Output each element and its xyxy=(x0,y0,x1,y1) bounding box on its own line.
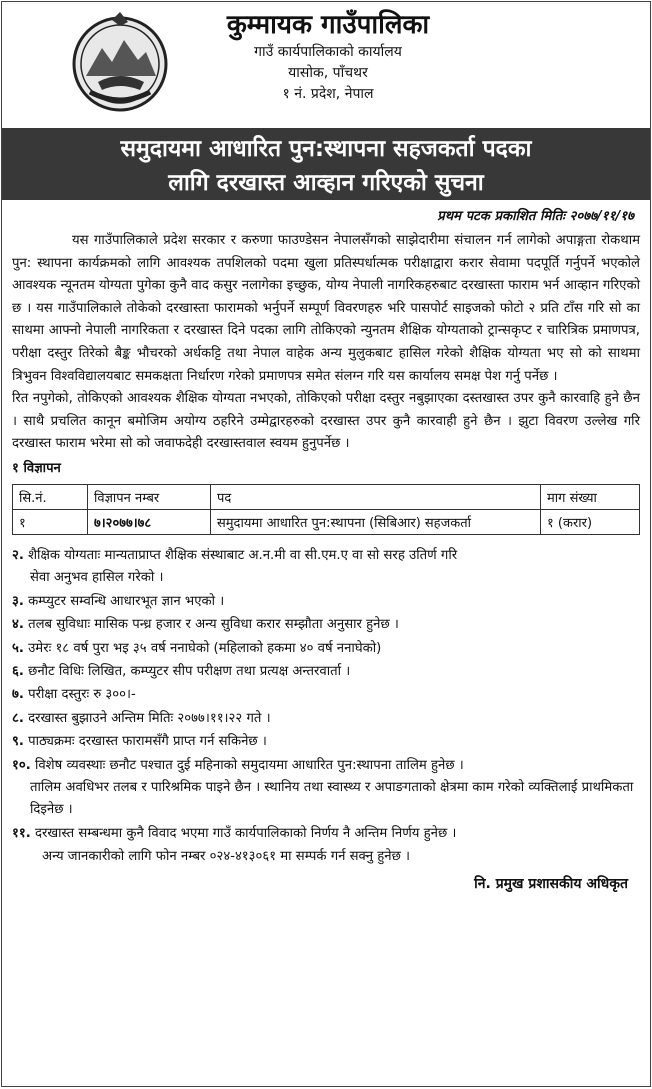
office-location: यासोक, पाँचथर xyxy=(288,65,368,81)
cell-demand: १ (करार) xyxy=(541,509,640,534)
notice-paragraph-1: यस गाउँपालिकाले प्रदेश सरकार र करुणा फाउण्डेसन नेपालसँगको साझेदारीमा संचालन गर्न लागेको अपाङ्गता रोकथाम पुन: स्थापना कार्यक्रमको लागि आवश्यक तपशिलको पदमा खुला प्रतिस्पर्धात्मक परीक्षाद्वारा करार सेवामा पदपूर्ति गर्नुपर्ने भएकोले आवश्यक न्यूनतम योग्यता पुगेका कुनै वाद कसुर नलागेका इच्छुक, योग्य नेपाली नागरिकहरुबाट दरखास्ता फाराम भर्न आव्हान गरिएको छ । यस गाउँपालिकाले तोकेको दरखास्ता फारामको भर्नुपर्ने सम्पूर्ण विवरणहरु भरि पासपोर्ट साइजको फोटो २ प्रति टाँस गरि सो का साथमा आफ्नो नेपाली नागरिकता र दरखास्त दिने पदका लागि तोकिएको न्युनतम शैक्षिक योग्यताको ट्रान्सकृप्ट र चारित्रिक प्रमाणपत्र, परीक्षा दस्तुर तिरेको बैङ्क भौचरको अर्धकट्टि तथा नेपाल वाहेक अन्य मुलुकबाट हासिल गरेको शैक्षिक योग्यता भए सो को साथमा त्रिभुवन विश्वविद्यालयबाट समकक्षता निर्धारण गरेको प्रमाणपत्र समेत संलग्न गरि यस कार्यालय समक्ष पेश गर्नु पर्नेछ । xyxy=(12,233,640,384)
item-number: ८. xyxy=(12,710,24,726)
item-text: परीक्षा दस्तुरः रु ३००।- xyxy=(28,687,136,703)
list-item xyxy=(12,661,640,683)
item-number: ४. xyxy=(12,617,24,633)
item-number: २. xyxy=(12,547,24,563)
item-text: पाठ्यक्रमः दरखास्त फारामसँगै प्राप्त गर्न सकिनेछ । xyxy=(28,734,267,750)
notice-title-line-2: लागि दरखास्त आव्हान गरिएको सुचना xyxy=(168,170,484,196)
item-text: कम्प्युटर सम्वन्धि आधारभूत ज्ञान भएको । xyxy=(28,593,225,609)
col-header-post: पद xyxy=(211,484,541,509)
signatory: नि. प्रमुख प्रशासकीय अधिकृत xyxy=(474,876,628,893)
vacancy-count: १ विज्ञापन xyxy=(12,460,61,476)
item-number: ६. xyxy=(12,663,24,679)
item-text: शैक्षिक योग्यताः मान्यताप्राप्त शैक्षिक संस्थाबाट अ.न.मी वा सी.एम.ए वा सो सरह उतिर्ण गरि xyxy=(28,547,458,563)
item-continuation: सेवा अनुभव हासिल गरेको । xyxy=(30,570,164,586)
item-number: ९. xyxy=(12,734,24,750)
notice-page xyxy=(1,1,651,1087)
item-text: उमेरः १८ वर्ष पुरा भइ ३५ वर्ष ननाघेको (महिलाको हकमा ४० वर्ष ननाघेको) xyxy=(28,640,382,656)
col-header-ad-number: विज्ञापन नम्बर xyxy=(88,484,211,509)
item-text: दरखास्त सम्बन्धमा कुनै विवाद भएमा गाउँ कार्यपालिकाको निर्णय नै अन्तिम निर्णय हुनेछ । xyxy=(34,825,457,841)
cell-serial: १ xyxy=(13,509,88,534)
vacancy-table xyxy=(12,484,640,535)
list-item xyxy=(12,731,640,753)
nepal-emblem-icon xyxy=(68,10,172,114)
table-row xyxy=(13,509,640,534)
list-item xyxy=(12,755,640,822)
list-item xyxy=(12,545,640,590)
cell-ad-number: ७।२०७७।७८ xyxy=(88,509,211,534)
office-name: गाउँ कार्यपालिकाको कार्यालय xyxy=(254,44,402,60)
letterhead-text xyxy=(198,8,458,105)
item-continuation: तालिम अवधिभर तलब र पारिश्रमिक पाइने छैन । स्थानिय तथा स्वास्थ्य र अपाङगताको क्षेत्रमा काम गरेको व्यक्तिलाई प्राथमिकता दिइनेछ । xyxy=(30,780,634,818)
notice-title-line-1: समुदायमा आधारित पुन:स्थापना सहजकर्ता पदका xyxy=(120,136,532,162)
list-item xyxy=(12,823,640,845)
item-text: विशेष व्यवस्थाः छनौट पश्चात दुई महिनाको समुदायमा आधारित पुन:स्थापना तालिम हुनेछ । xyxy=(34,757,464,773)
item-number: ७. xyxy=(12,687,24,703)
list-item xyxy=(12,638,640,660)
item-number: ३. xyxy=(12,593,24,609)
org-name: कुम्मायक गाउँपालिका xyxy=(226,10,430,40)
letterhead xyxy=(2,2,650,128)
published-date: प्रथम पटक प्रकाशित मितिः २०७७/११/१७ xyxy=(437,209,634,224)
col-header-demand: माग संख्या xyxy=(541,484,640,509)
col-header-serial: सि.नं. xyxy=(13,484,88,509)
item-number: ११. xyxy=(12,825,31,841)
contact-info: अन्य जानकारीको लागि फोन नम्बर ०२४-४१३०६१ मा सम्पर्क गर्न सक्नु हुनेछ । xyxy=(42,849,411,865)
office-province: १ नं. प्रदेश, नेपाल xyxy=(282,86,374,102)
list-item xyxy=(12,708,640,730)
list-item xyxy=(12,591,640,613)
notice-body xyxy=(2,200,650,896)
cell-post: समुदायमा आधारित पुन:स्थापना (सिबिआर) सहजकर्ता xyxy=(211,509,541,534)
conditions-list xyxy=(12,545,640,845)
list-item xyxy=(12,684,640,706)
list-item xyxy=(12,614,640,636)
item-text: दरखास्त बुझाउने अन्तिम मितिः २०७७।११।२२ गते । xyxy=(28,710,271,726)
item-number: ५. xyxy=(12,640,24,656)
notice-title-banner xyxy=(2,128,650,200)
item-text: छनौट विधिः लिखित, कम्प्युटर सीप परीक्षण तथा प्रत्यक्ष अन्तरवार्ता । xyxy=(28,663,351,679)
item-number: १०. xyxy=(12,757,31,773)
item-text: तलब सुविधाः मासिक पन्ध्र हजार र अन्य सुविधा करार सम्झौता अनुसार हुनेछ । xyxy=(28,617,399,633)
table-header-row xyxy=(13,484,640,509)
notice-paragraph-2: रित नपुगेको, तोकिएको आवश्यक शैक्षिक योग्यता नभएको, तोकिएको परीक्षा दस्तुर नबुझाएका दस्तखास्त उपर कुनै कारवाहि हुने छैन । साथै प्रचलित कानून बमोजिम अयोग्य ठहरिने उम्मेद्वारहरुको दरखास्त उपर कुनै कारवाही हुने छैन । झुटा विवरण उल्लेख गरि दरखास्त फाराम भरेमा सो को जवाफदेही दरखास्तवाल स्वयम हुनुपर्नेछ । xyxy=(12,391,640,452)
